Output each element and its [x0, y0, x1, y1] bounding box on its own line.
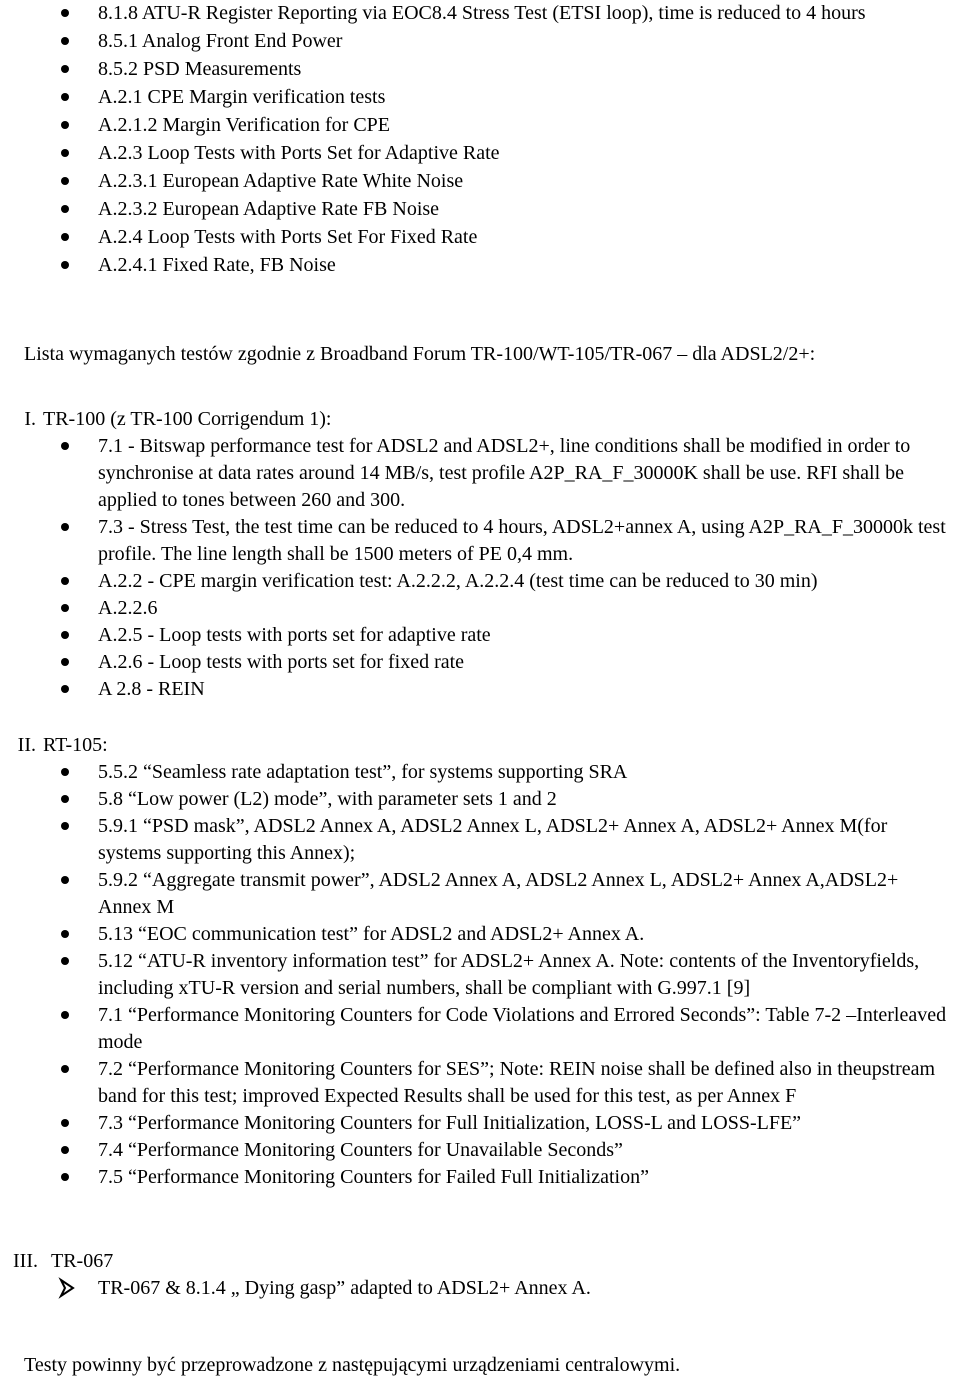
section-title: TR-067 — [51, 1250, 114, 1272]
list-item: A 2.8 - REIN — [0, 676, 960, 703]
list-item: 7.4 “Performance Monitoring Counters for Unavailable Seconds” — [0, 1137, 960, 1164]
footer-paragraph: Testy powinny być przeprowadzone z następującymi urządzeniami centralowymi. — [24, 1354, 681, 1376]
list-item: 5.5.2 “Seamless rate adaptation test”, for systems supporting SRA — [0, 759, 960, 786]
list-item: 7.1 “Performance Monitoring Counters for Code Violations and Errored Seconds”: Table 7-2 –Interleaved mode — [0, 1002, 960, 1056]
list-item: A.2.4.1 Fixed Rate, FB Noise — [0, 252, 960, 279]
list-item: 5.9.2 “Aggregate transmit power”, ADSL2 Annex A, ADSL2 Annex L, ADSL2+ Annex A,ADSL2+ Annex M — [0, 867, 960, 921]
list-item: 7.5 “Performance Monitoring Counters for Failed Full Initialization” — [0, 1164, 960, 1191]
list-item: A.2.2 - CPE margin verification test: A.2.2.2, A.2.2.4 (test time can be reduced to 30 min) — [0, 568, 960, 595]
list-item: A.2.3 Loop Tests with Ports Set for Adaptive Rate — [0, 140, 960, 167]
list-item: 7.3 “Performance Monitoring Counters for Full Initialization, LOSS-L and LOSS-LFE” — [0, 1110, 960, 1137]
section-list — [0, 1275, 960, 1302]
list-item: 5.9.1 “PSD mask”, ADSL2 Annex A, ADSL2 Annex L, ADSL2+ Annex A, ADSL2+ Annex M(for systems supporting this Annex); — [0, 813, 960, 867]
list-item: 5.8 “Low power (L2) mode”, with parameter sets 1 and 2 — [0, 786, 960, 813]
list-item: A.2.3.2 European Adaptive Rate FB Noise — [0, 196, 960, 223]
section-number: III. — [13, 1250, 38, 1272]
list-item: A.2.6 - Loop tests with ports set for fixed rate — [0, 649, 960, 676]
list-item: A.2.1.2 Margin Verification for CPE — [0, 112, 960, 139]
list-item: 7.2 “Performance Monitoring Counters for SES”; Note: REIN noise shall be defined also in theupstream band for this test; improved Expected Results shall be used for this test, as per Annex F — [0, 1056, 960, 1110]
section-list — [0, 759, 960, 1191]
list-item: 8.5.2 PSD Measurements — [0, 56, 960, 83]
list-item: A.2.4 Loop Tests with Ports Set For Fixed Rate — [0, 224, 960, 251]
list-item: A.2.1 CPE Margin verification tests — [0, 84, 960, 111]
section-number: II. — [17, 734, 36, 756]
list-item: A.2.5 - Loop tests with ports set for adaptive rate — [0, 622, 960, 649]
list-item-text: TR-067 & 8.1.4 „ Dying gasp” adapted to ADSL2+ Annex A. — [98, 1277, 591, 1299]
arrow-bullet-icon — [58, 1277, 76, 1299]
intro-paragraph: Lista wymaganych testów zgodnie z Broadband Forum TR-100/WT-105/TR-067 – dla ADSL2/2+: — [24, 343, 816, 365]
list-item: 8.5.1 Analog Front End Power — [0, 28, 960, 55]
list-item: 5.13 “EOC communication test” for ADSL2 and ADSL2+ Annex A. — [0, 921, 960, 948]
list-item: 5.12 “ATU-R inventory information test” for ADSL2+ Annex A. Note: contents of the Inventoryfields, including xTU-R version and serial numbers, shall be compliant with G.997.1 [9] — [0, 948, 960, 1002]
list-item: 7.3 - Stress Test, the test time can be reduced to 4 hours, ADSL2+annex A, using A2P_RA_F_30000k test profile. The line length shall be 1500 meters of PE 0,4 mm. — [0, 514, 960, 568]
test-list-top — [0, 0, 960, 280]
list-item: 8.1.8 ATU-R Register Reporting via EOC8.4 Stress Test (ETSI loop), time is reduced to 4 hours — [0, 0, 960, 27]
section-list — [0, 433, 960, 703]
section-title: TR-100 (z TR-100 Corrigendum 1): — [43, 408, 332, 430]
section-number: I. — [24, 408, 36, 430]
list-item: 7.1 - Bitswap performance test for ADSL2 and ADSL2+, line conditions shall be modified in order to synchronise at data rates around 14 MB/s, test profile A2P_RA_F_30000K shall be use. RFI shall be applied to tones between 260 and 300. — [0, 433, 960, 514]
list-item: A.2.2.6 — [0, 595, 960, 622]
list-item: A.2.3.1 European Adaptive Rate White Noise — [0, 168, 960, 195]
section-title: RT-105: — [43, 734, 108, 756]
list-item — [0, 1275, 960, 1302]
